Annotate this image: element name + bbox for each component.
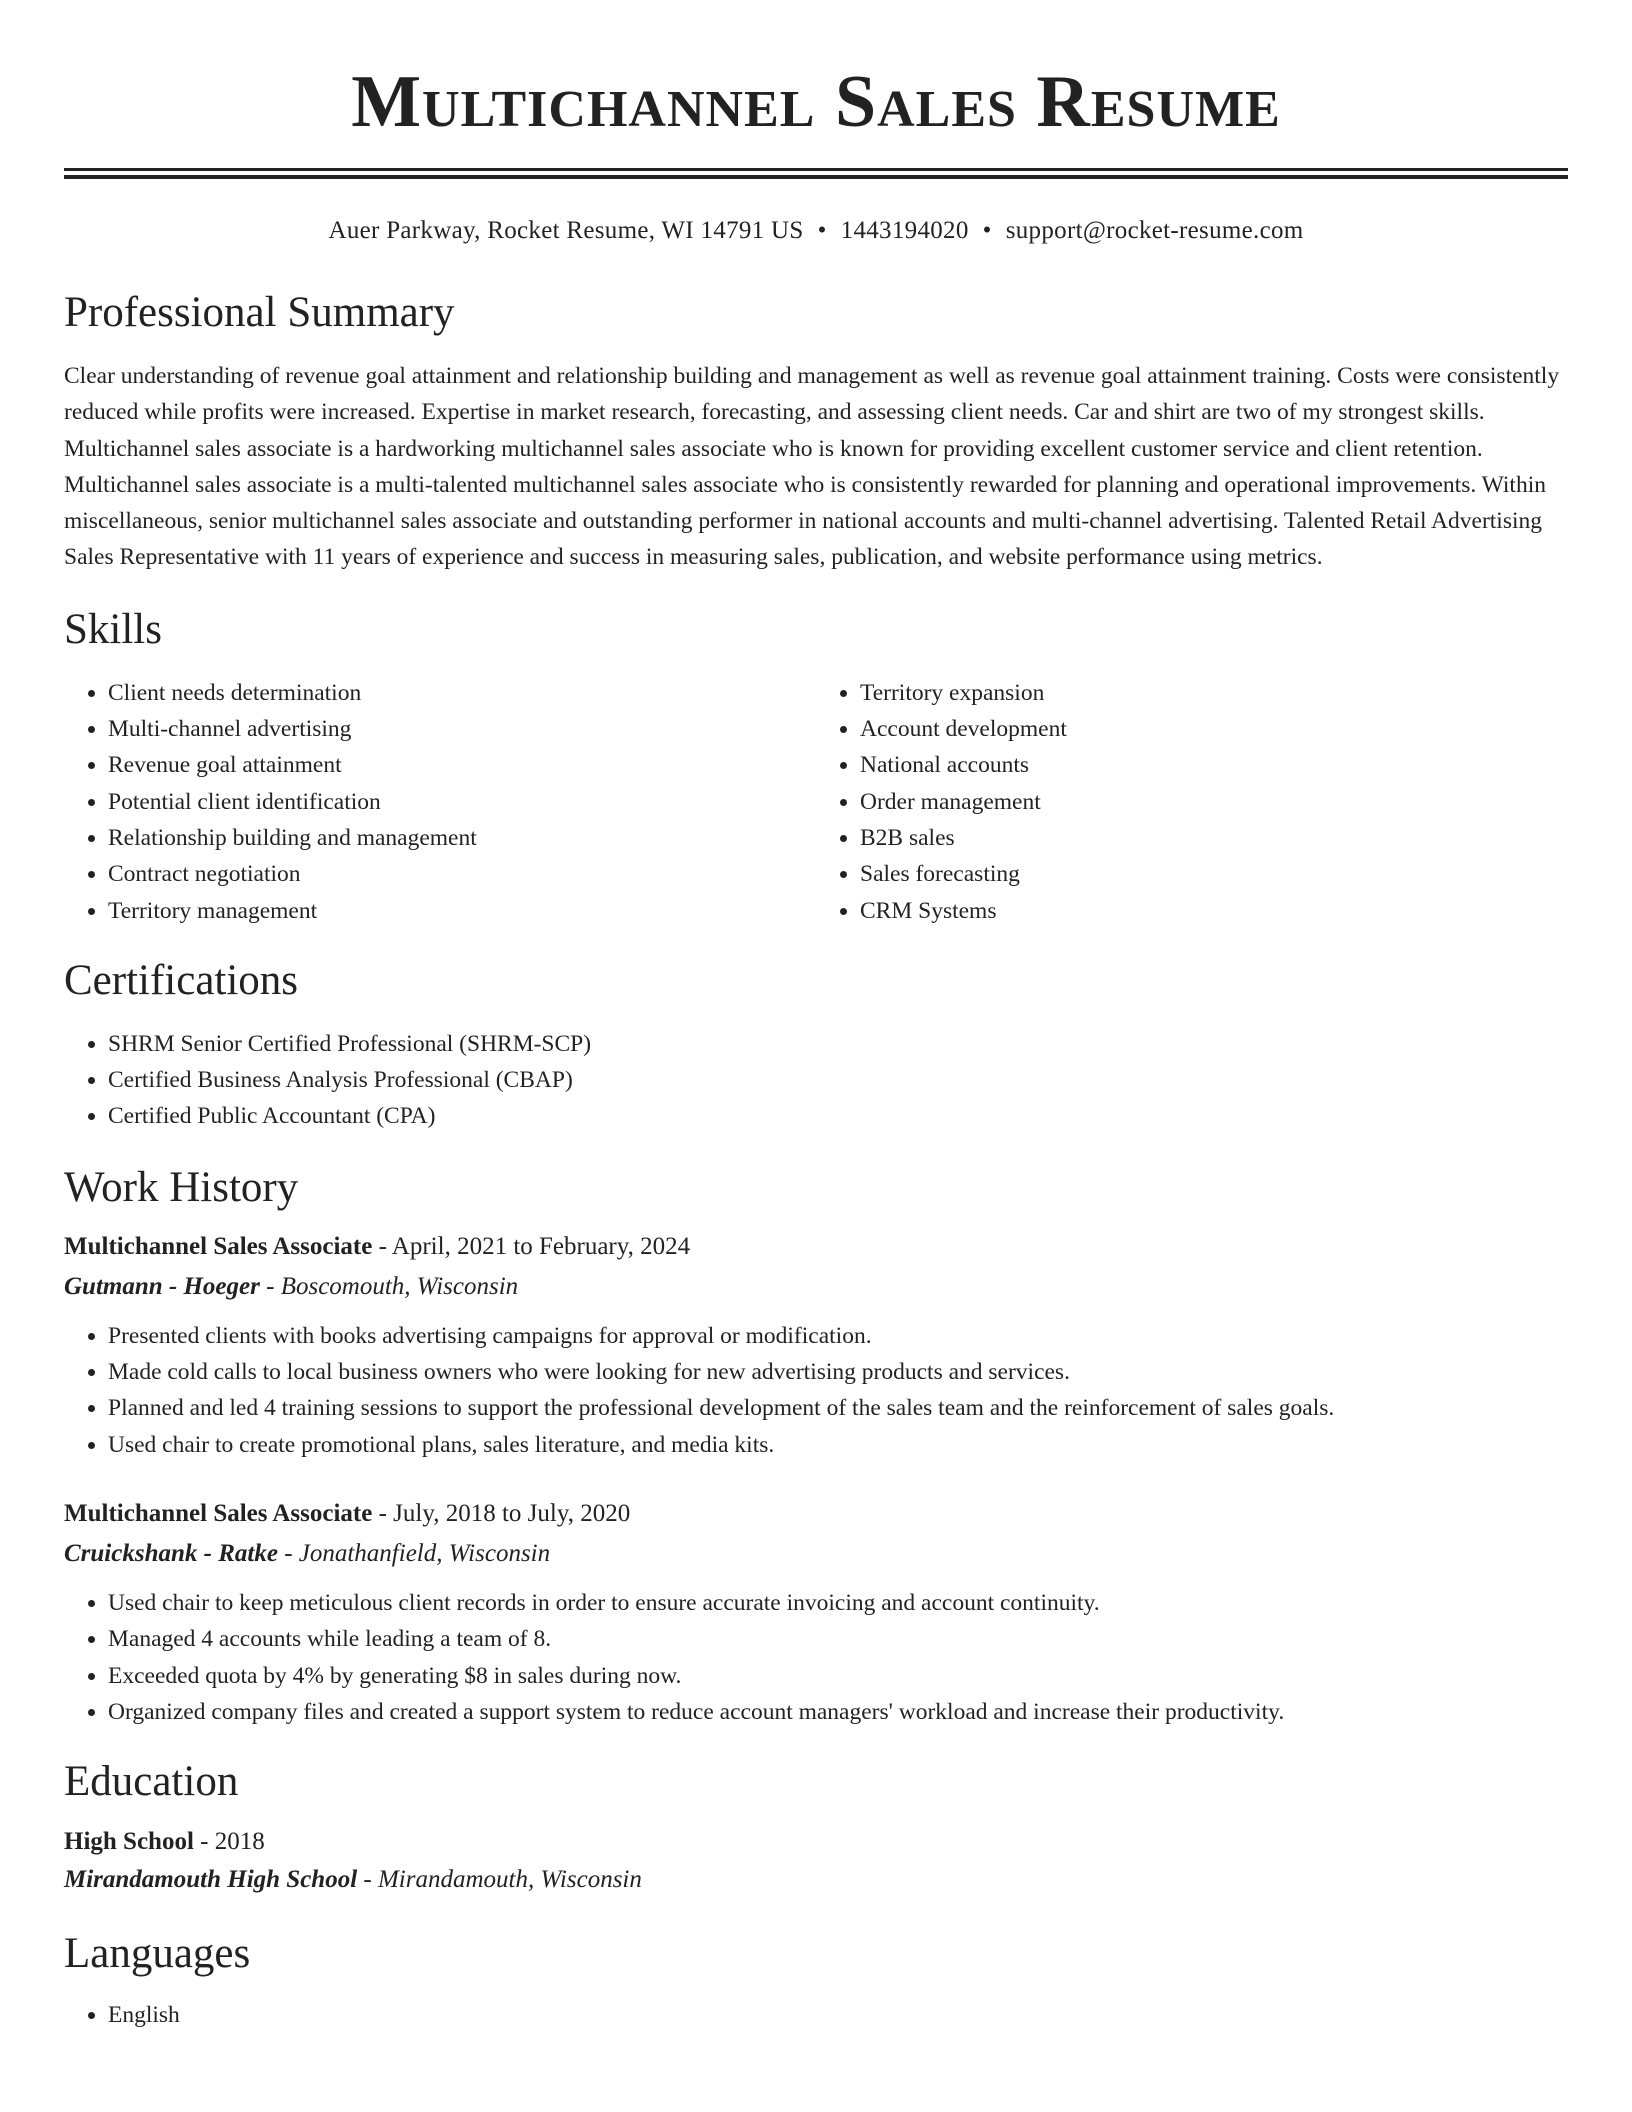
certification-item: • Certified Business Analysis Professional (CBAP)	[108, 1062, 1568, 1098]
skills-heading: Skills	[64, 605, 162, 653]
skill-item: • National accounts	[860, 747, 1568, 783]
skill-item: • Potential client identification	[108, 784, 816, 820]
skills-columns	[64, 675, 1568, 929]
languages-list	[64, 1997, 1568, 2033]
title-double-rule	[64, 168, 1568, 179]
skill-item: • Revenue goal attainment	[108, 747, 816, 783]
education-heading: Education	[64, 1758, 239, 1806]
work-history-heading: Work History	[64, 1163, 299, 1211]
skill-item: • Territory expansion	[860, 675, 1568, 711]
education-dash: -	[193, 1828, 215, 1856]
job-dates: April, 2021 to February, 2024	[391, 1232, 691, 1260]
certifications-heading: Certifications	[64, 956, 299, 1004]
job-company: Gutmann - Hoeger	[64, 1272, 260, 1300]
education-location: Mirandamouth, Wisconsin	[377, 1866, 642, 1894]
job-bullet: • Organized company files and created a support system to reduce account managers' workload and increase their productivity.	[108, 1694, 1568, 1730]
job-employer	[64, 1270, 1568, 1304]
job-company: Cruickshank - Ratke	[64, 1539, 278, 1567]
education-school: Mirandamouth High School	[64, 1866, 358, 1894]
certification-item: • Certified Public Accountant (CPA)	[108, 1098, 1568, 1134]
summary-text: Clear understanding of revenue goal attainment and relationship building and management as well as revenue goal attainment training. Costs were consistently reduced while profits were increased. Expertise in market research, forecasting, and assessing client needs. Car and shirt are two of my strongest skills. Multichannel sales associate is a hardworking multichannel sales associate who is known for providing excellent customer service and client retention. Multichannel sales associate is a multi-talented multichannel sales associate who is consistently rewarded for planning and operational improvements. Within miscellaneous, senior multichannel sales associate and outstanding performer in national accounts and multi-channel advertising. Talented Retail Advertising Sales Representative with 11 years of experience and success in measuring sales, publication, and website performance using metrics.	[64, 363, 1560, 571]
job-header	[64, 1230, 1568, 1264]
job-title: Multichannel Sales Associate	[64, 1499, 373, 1527]
job-header	[64, 1497, 1568, 1531]
contact-separator: •	[982, 217, 992, 244]
job-bullet: • Used chair to create promotional plans, sales literature, and media kits.	[108, 1427, 1568, 1463]
certification-item: • SHRM Senior Certified Professional (SHRM-SCP)	[108, 1026, 1568, 1062]
job-bullet: • Presented clients with books advertising campaigns for approval or modification.	[108, 1318, 1568, 1354]
education-dash: -	[357, 1866, 378, 1894]
skill-item: • CRM Systems	[860, 893, 1568, 929]
contact-line	[64, 215, 1568, 247]
languages-heading: Languages	[64, 1930, 251, 1978]
resume-title: Multichannel Sales Resume	[351, 61, 1281, 143]
contact-email: support@rocket-resume.com	[1005, 217, 1304, 244]
skill-item: • Multi-channel advertising	[108, 711, 816, 747]
skill-item: • Relationship building and management	[108, 820, 816, 856]
job-location: Boscomouth, Wisconsin	[280, 1272, 519, 1300]
job-bullets	[64, 1318, 1568, 1463]
job-location: Jonathanfield, Wisconsin	[298, 1539, 551, 1567]
job-bullet: • Planned and led 4 training sessions to support the professional development of the sales team and the reinforcement of sales goals.	[108, 1390, 1568, 1426]
contact-separator: •	[817, 217, 827, 244]
skill-item: • Account development	[860, 711, 1568, 747]
education-year: 2018	[214, 1828, 265, 1856]
skill-item: • Sales forecasting	[860, 856, 1568, 892]
summary-heading: Professional Summary	[64, 289, 455, 336]
skill-item: • B2B sales	[860, 820, 1568, 856]
job-bullets	[64, 1585, 1568, 1730]
skill-item: • Territory management	[108, 893, 816, 929]
job-bullet: • Made cold calls to local business owners who were looking for new advertising products and services.	[108, 1354, 1568, 1390]
skills-list-left	[64, 675, 816, 929]
education-school-line	[64, 1863, 1568, 1897]
contact-address: Auer Parkway, Rocket Resume, WI 14791 US	[328, 217, 804, 244]
job-bullet: • Exceeded quota by 4% by generating $8 in sales during now.	[108, 1658, 1568, 1694]
education-degree: High School	[64, 1828, 194, 1856]
skill-item: • Client needs determination	[108, 675, 816, 711]
job-dash: -	[372, 1232, 392, 1260]
job-dash: -	[259, 1272, 281, 1300]
skills-list-right	[816, 675, 1568, 929]
job-title: Multichannel Sales Associate	[64, 1232, 373, 1260]
job-dates: July, 2018 to July, 2020	[393, 1499, 631, 1527]
job-bullet: • Managed 4 accounts while leading a team of 8.	[108, 1621, 1568, 1657]
skill-item: • Order management	[860, 784, 1568, 820]
job-dash: -	[372, 1499, 394, 1527]
language-item: • English	[108, 1997, 1568, 2033]
certifications-list	[64, 1026, 1568, 1135]
job-employer	[64, 1537, 1568, 1571]
job-bullet: • Used chair to keep meticulous client records in order to ensure accurate invoicing and account continuity.	[108, 1585, 1568, 1621]
skill-item: • Contract negotiation	[108, 856, 816, 892]
contact-phone: 1443194020	[840, 217, 969, 244]
education-header	[64, 1825, 1568, 1859]
job-dash: -	[277, 1539, 299, 1567]
